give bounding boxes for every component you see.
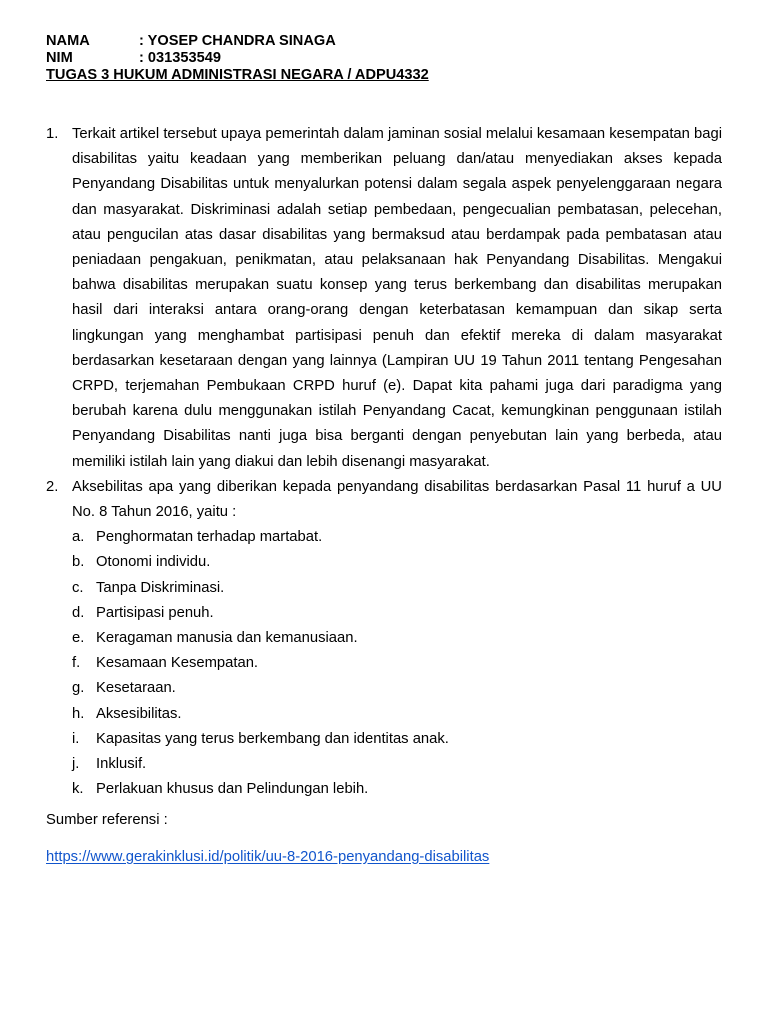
question-2-text: Aksebilitas apa yang diberikan kepada penyandang disabilitas berdasarkan Pasal 11 huruf a UU No. 8 Tahun 2016, yaitu : — [72, 478, 722, 521]
list-item-letter: a. — [72, 529, 85, 546]
list-item — [72, 626, 722, 651]
student-header — [46, 33, 429, 84]
nim-value: : 031353549 — [139, 50, 221, 66]
list-item — [72, 601, 722, 626]
nim-label: NIM — [46, 50, 73, 66]
list-item-letter: k. — [72, 781, 84, 798]
list-item — [72, 777, 722, 802]
name-label: NAMA — [46, 33, 90, 49]
name-row — [46, 33, 429, 50]
list-item-text: Inklusif. — [96, 756, 147, 773]
list-item-text: Aksesibilitas. — [96, 705, 182, 722]
list-item — [72, 676, 722, 701]
list-item-letter: h. — [72, 705, 85, 722]
list-item-text: Perlakuan khusus dan Pelindungan lebih. — [96, 781, 369, 798]
list-item-letter: b. — [72, 554, 85, 571]
list-item-letter: i. — [72, 730, 80, 747]
list-item-text: Otonomi individu. — [96, 554, 211, 571]
question-1 — [46, 122, 722, 475]
list-item-text: Kapasitas yang terus berkembang dan identitas anak. — [96, 730, 449, 747]
list-item-text: Keragaman manusia dan kemanusiaan. — [96, 630, 358, 647]
question-2 — [46, 475, 722, 803]
question-number: 2. — [46, 478, 59, 495]
list-item — [72, 651, 722, 676]
list-item-text: Kesamaan Kesempatan. — [96, 655, 259, 672]
list-item-letter: e. — [72, 630, 85, 647]
question-2-body — [72, 475, 722, 803]
question-number: 1. — [46, 126, 59, 142]
list-item-text: Partisipasi penuh. — [96, 604, 214, 621]
list-item — [72, 525, 722, 550]
principles-list — [72, 525, 722, 802]
nim-row — [46, 50, 429, 67]
references-label: Sumber referensi : — [46, 812, 168, 829]
question-1-text: Terkait artikel tersebut upaya pemerintah dalam jaminan sosial melalui kesamaan kesempatan bagi disabilitas yaitu keadaan yang memberikan peluang dan/atau menyediakan akses kepada Penyandang Disabilitas untuk menyalurkan potensi dalam segala aspek penyelenggaraan negara dan masyarakat. Diskriminasi adalah setiap pembedaan, pengecualian pembatasan, pelecehan, atau pengucilan atas dasar disabilitas yang bermaksud atau berdampak pada pembatasan atau peniadaan pengakuan, penikmatan, atau pelaksanaan hak Penyandang Disabilitas. Mengakui bahwa disabilitas merupakan suatu konsep yang terus berkembang dan disabilitas merupakan hasil dari interaksi antara orang-orang dengan keterbatasan kemampuan dan sikap serta lingkungan yang menghambat partisipasi penuh dan efektif mereka di dalam masyarakat berdasarkan kesetaraan dengan yang lainnya (Lampiran UU 19 Tahun 2011 tentang Pengesahan CRPD, terjemahan Pembukaan CRPD huruf (e). Dapat kita pahami juga dari paradigma yang berubah karena dulu menggunakan istilah Penyandang Cacat, kemungkinan penggunaan istilah Penyandang Disabilitas nanti juga bisa berganti dengan penyebutan lain yang berbeda, atau memiliki istilah lain yang diakui dan lebih disenangi masyarakat. — [72, 126, 722, 470]
answers-body — [46, 122, 722, 870]
list-item-letter: d. — [72, 604, 85, 621]
course-title: TUGAS 3 HUKUM ADMINISTRASI NEGARA / ADPU4332 — [46, 67, 429, 83]
reference-link[interactable]: https://www.gerakinklusi.id/politik/uu-8-2016-penyandang-disabilitas — [46, 848, 490, 865]
list-item — [72, 702, 722, 727]
list-item-text: Tanpa Diskriminasi. — [96, 579, 225, 596]
list-item-letter: f. — [72, 655, 81, 672]
course-row — [46, 67, 429, 84]
list-item — [72, 576, 722, 601]
list-item — [72, 727, 722, 752]
list-item-letter: c. — [72, 579, 84, 596]
list-item-letter: j. — [72, 756, 80, 773]
list-item-letter: g. — [72, 680, 85, 697]
list-item-text: Penghormatan terhadap martabat. — [96, 529, 323, 546]
list-item — [72, 550, 722, 575]
list-item-text: Kesetaraan. — [96, 680, 176, 697]
list-item — [72, 752, 722, 777]
name-value: : YOSEP CHANDRA SINAGA — [139, 33, 336, 49]
